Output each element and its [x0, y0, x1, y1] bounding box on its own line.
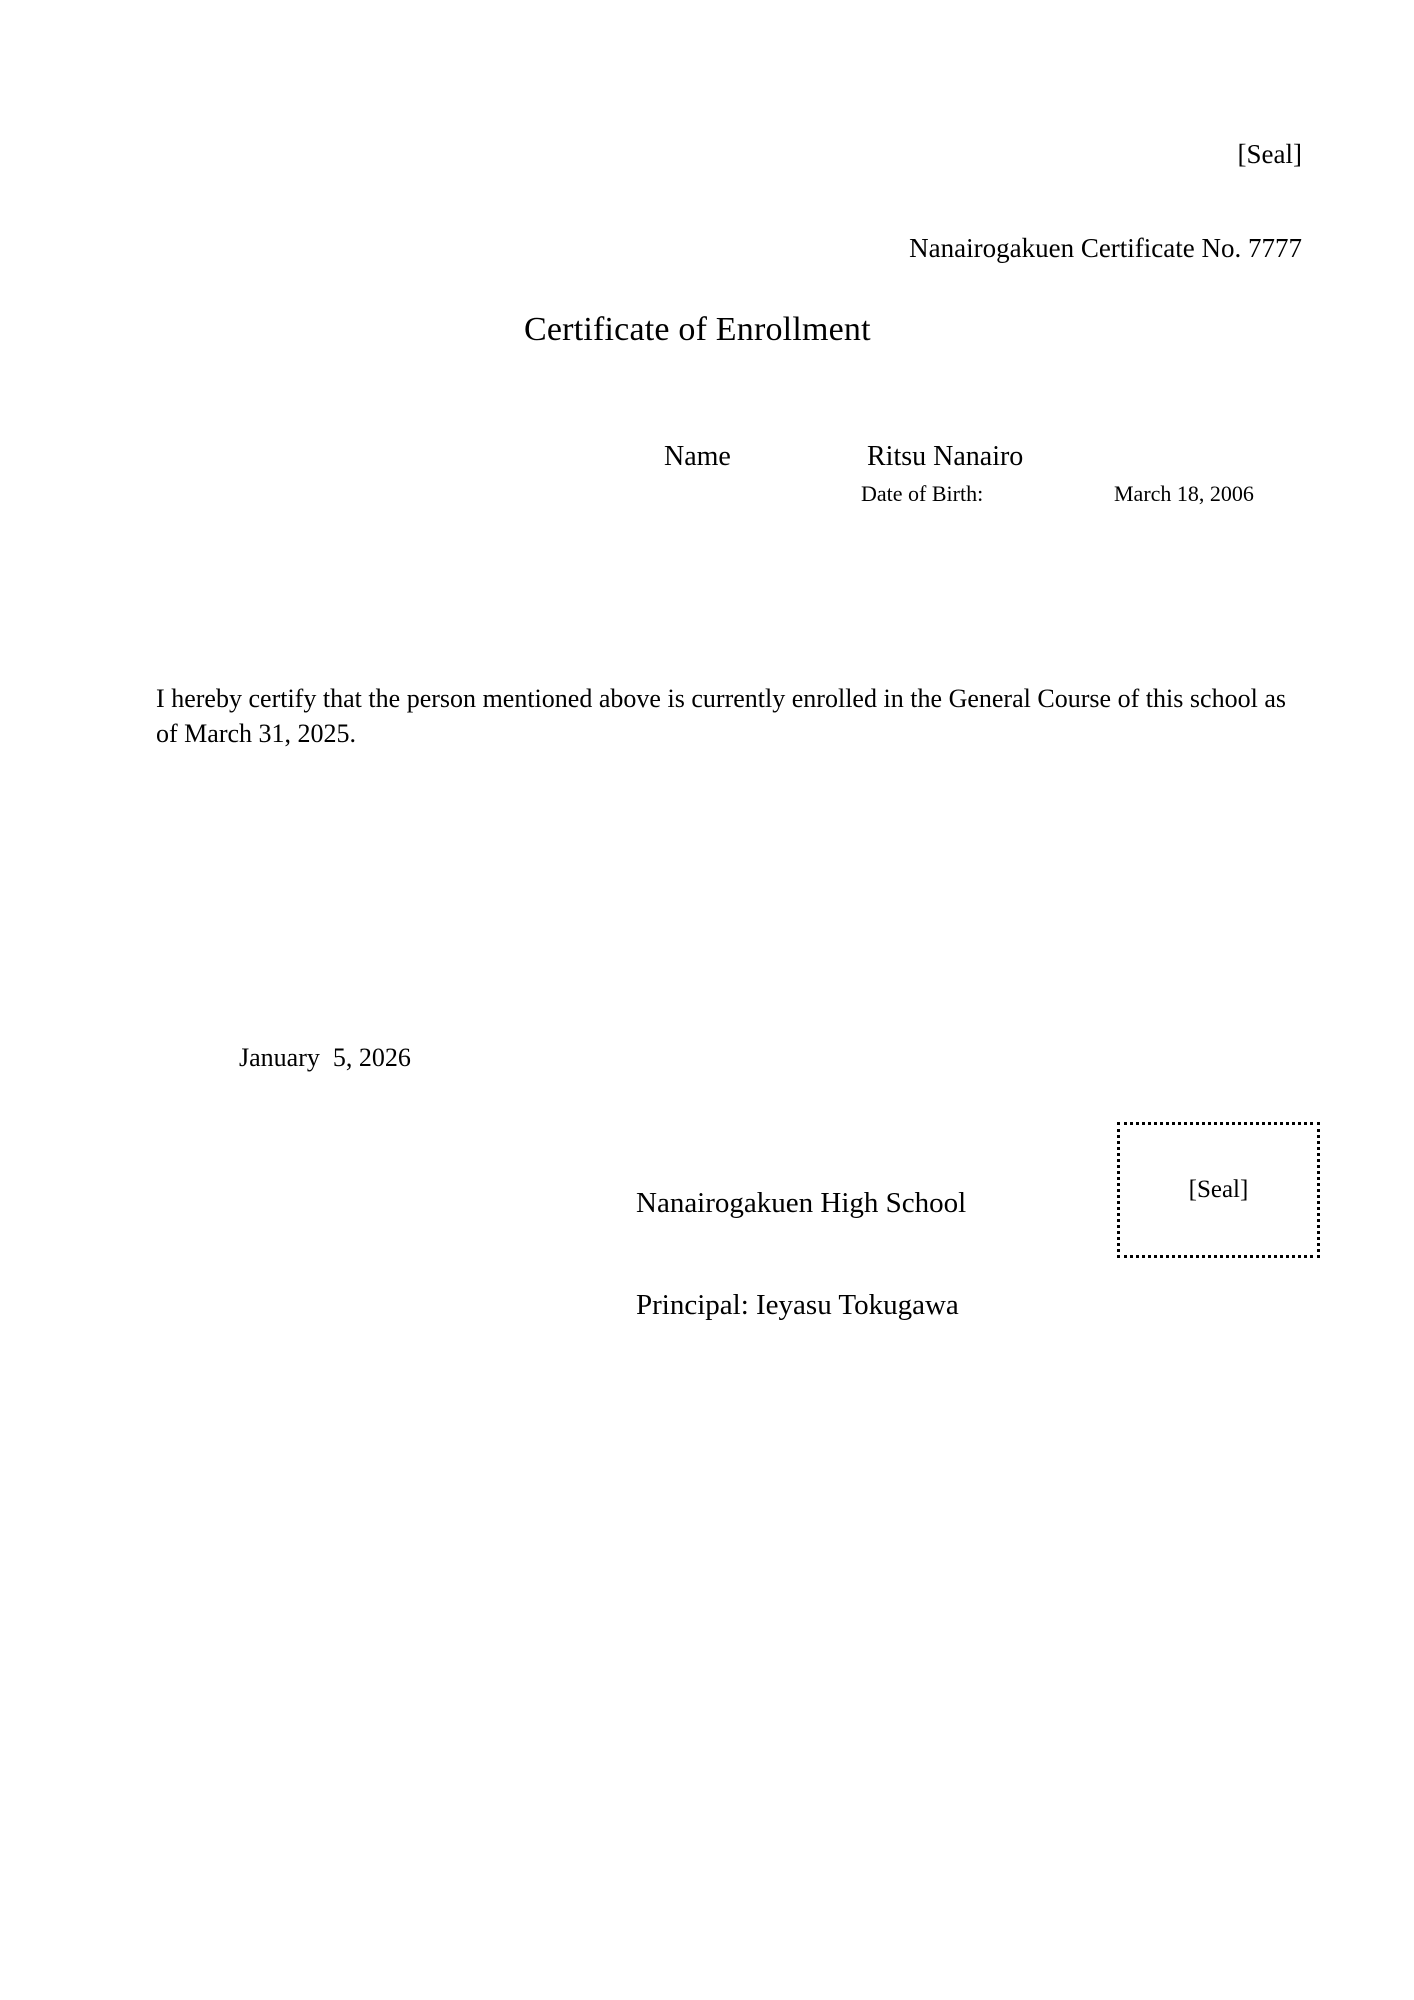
date-of-birth-label: Date of Birth:: [861, 481, 984, 507]
date-of-birth-row: [636, 455, 1254, 534]
date-of-birth-value: March 18, 2006: [1114, 481, 1254, 507]
issuer-block: [636, 1131, 966, 1393]
seal-box: [1117, 1122, 1320, 1258]
page-title: Certificate of Enrollment: [524, 311, 871, 348]
seal-box-marker: [Seal]: [1188, 1176, 1249, 1203]
top-seal-marker: [Seal]: [1237, 139, 1302, 169]
issue-date: January 5, 2026: [239, 1043, 411, 1072]
certification-statement: I hereby certify that the person mentioned above is currently enrolled in the General Course of this school as of March 31, 2025.: [156, 684, 1286, 749]
issuer-school-name: Nanairogakuen High School: [636, 1187, 967, 1219]
name-value: Ritsu Nanairo: [867, 440, 1024, 472]
certificate-number: Nanairogakuen Certificate No. 7777: [909, 233, 1302, 263]
issuer-principal: Principal: Ieyasu Tokugawa: [636, 1289, 959, 1321]
name-label: Name: [664, 440, 731, 472]
